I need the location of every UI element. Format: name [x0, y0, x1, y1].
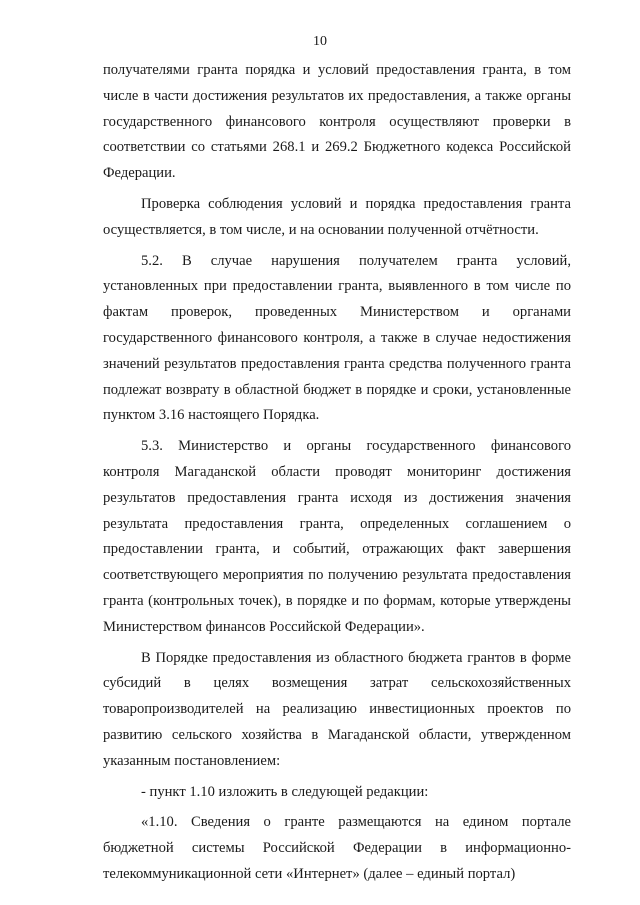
page-number: 10: [313, 34, 327, 49]
paragraph-4: 5.3. Министерство и органы государственного финансового контроля Магаданской области проводят мониторинг достижения результатов предоставления гранта исходя из достижения значения результата предоставления гранта, определенных соглашением о предоставлении гранта, и событий, отражающих факт завершения соответствующего мероприятия по получению результата предоставления гранта (контрольных точек), в порядке и по формам, которые утверждены Министерством финансов Российской Федерации».: [103, 438, 571, 635]
paragraph-1: получателями гранта порядка и условий предоставления гранта, в том числе в части достижения результатов их предоставления, а также органы государственного финансового контроля осуществляют проверки в соответствии со статьями 268.1 и 269.2 Бюджетного кодекса Российской Федерации.: [103, 62, 571, 182]
paragraph-2: Проверка соблюдения условий и порядка предоставления гранта осуществляется, в том числе, и на основании полученной отчётности.: [103, 195, 571, 238]
body-text: [103, 58, 571, 888]
paragraph-7: «1.10. Сведения о гранте размещаются на едином портале бюджетной системы Российской Федерации в информационно-телекоммуникационной сети «Интернет» (далее – единый портал): [103, 814, 571, 882]
paragraph-6: - пункт 1.10 изложить в следующей редакции:: [141, 783, 429, 800]
paragraph-5: В Порядке предоставления из областного бюджета грантов в форме субсидий в целях возмещения затрат сельскохозяйственных товаропроизводителей на реализацию инвестиционных проектов по развитию сельского хозяйства в Магаданской области, утвержденном указанным постановлением:: [103, 649, 571, 769]
paragraph-3: 5.2. В случае нарушения получателем гранта условий, установленных при предоставлении гранта, выявленного в том числе по фактам проверок, проведенных Министерством и органами государственного финансового контроля, а также в случае недостижения значений результатов предоставления гранта средства полученного гранта подлежат возврату в областной бюджет в порядке и сроки, установленные пунктом 3.16 настоящего Порядка.: [103, 252, 571, 424]
